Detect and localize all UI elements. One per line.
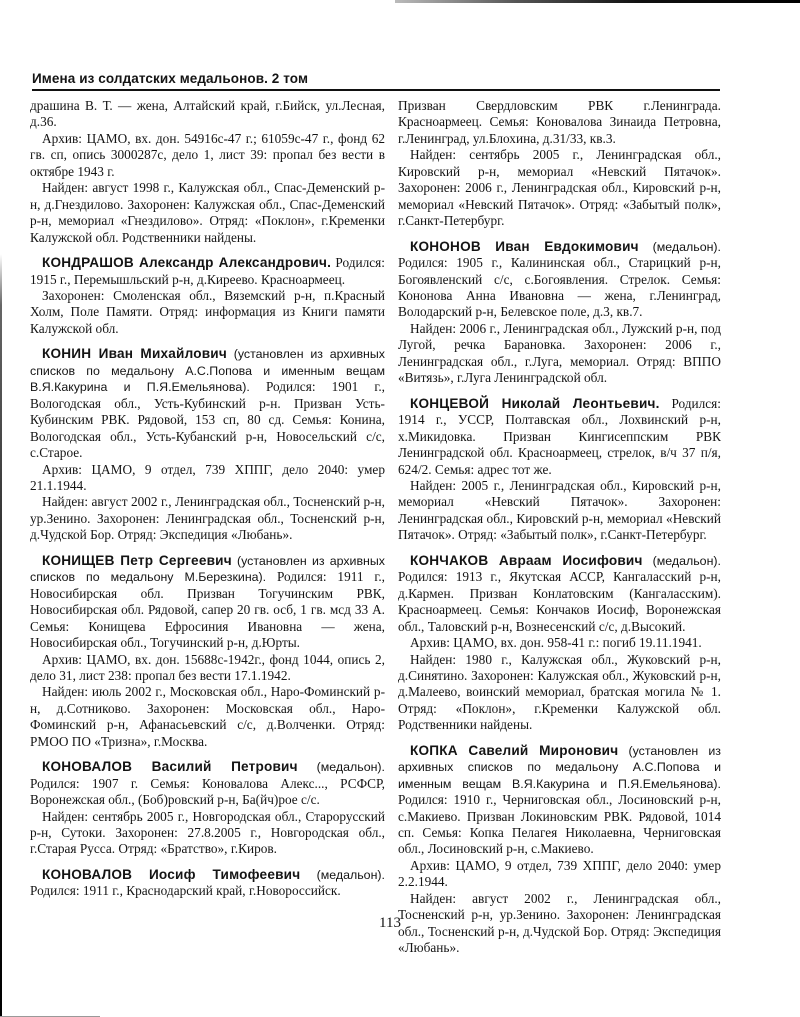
paragraph: Захоронен: Смоленская обл., Вяземский р-н, п.Красный Холм, Поле Памяти. Отряд: информация из Книги памяти Калужской обл. [30, 287, 385, 336]
entry-name: КОНОНОВ Иван Евдокимович [410, 238, 639, 254]
entry-note: (медальон). [300, 867, 385, 882]
entry-lead-text: Родился: 1901 г., Вологодская обл., Усть-Кубинский р-н. Призван Усть-Кубинским РВК. Рядовой, 153 сп, 80 сд. Семья: Конина, Вологодская обл., Усть-Кубанский р-н, Новосельский с/с, с.Старое. [30, 379, 385, 461]
entry-lead [30, 553, 385, 652]
entry-note: (медальон). [297, 760, 385, 775]
entry-lead-text: Родился: 1915 г., Перемышльский р-н, д.Киреево. Красноармеец. [30, 255, 385, 287]
entry-note: (медальон). [638, 239, 721, 254]
paragraph: Найден: сентябрь 2005 г., Новгородская обл., Старорусский р-н, Сутоки. Захоронен: 27.8.2005 г., Новгородская обл., г.Старая Русса. Отряд: «Братство», г.Киров. [30, 808, 385, 857]
entry-konchakov [398, 553, 721, 734]
entry-name: КОНОВАЛОВ Иосиф Тимофеевич [42, 866, 301, 882]
entry-lead [30, 867, 385, 900]
entry-lead-text: Родился: 1911 г., Новосибирская обл. Призван Тогучинским РВК, Новосибирская обл. Рядовой, сапер 20 гв. осб, 1 гв. мсд 33 А. Семья: Конищева Ефросиния Ивановна — жена, Новосибирская обл., Тогучинский р-н, д.Юрты. [30, 569, 385, 651]
paragraph: Найден: 2006 г., Ленинградская обл., Лужский р-н, под Лугой, речка Барановка. Захоронен: 2006 г., Ленинградская обл., г.Луга, мемориал. Отряд: ВППО «Витязь», г.Луга Ленинградской обл. [398, 320, 721, 386]
entry-kontsevoy [398, 396, 721, 544]
entry-lead-text: Родился: 1914 г., УССР, Полтавская обл., Лохвинский р-н, х.Микидовка. Призван Кингисеппским РВК Ленинградской обл. Красноармеец, стрелок, в/ч 37 п/я, 624/2. Семья: адрес тот же. [398, 395, 721, 477]
paragraph: Найден: 1980 г., Калужская обл., Жуковский р-н, д.Синятино. Захоронен: Калужская обл., Жуковский р-н, д.Малеево, воинский мемориал, братская могила № 1. Отряд: «Поклон», г.Кременки Калужской обл. Родственники найдены. [398, 651, 721, 733]
paragraph: Найден: август 2002 г., Ленинградская обл., Тосненский р-н, ур.Зенино. Захоронен: Ленинградская обл., Тосненский р-н, д.Чудской Бор. Отряд: Экспедиция «Любань». [398, 890, 721, 956]
entry-name: КОНИЩЕВ Петр Сергеевич [42, 552, 232, 568]
entry-name: КОНОВАЛОВ Василий Петрович [42, 759, 298, 775]
paragraph: Архив: ЦАМО, вх. дон. 15688с-1942г., фонд 1044, опись 2, дело 31, лист 238: пропал без вести 17.1.1942. [30, 651, 385, 683]
paragraph: Найден: август 2002 г., Ленинградская обл., Тосненский р-н, ур.Зенино. Захоронен: Ленинградская обл., Тосненский р-н, д.Чудской Бор. Отряд: Экспедиция «Любань». [30, 494, 385, 543]
page-number: 113 [379, 915, 401, 931]
scan-edge-left [0, 0, 2, 1017]
right-column [398, 98, 721, 957]
entry-lead-text: Родился: 1910 г., Черниговская обл., Лосиновский р-н, с.Макиево. Призван Локиновским РВК. Рядовой, 1014 сп. Семья: Копка Пелагея Николаевна, Черниговская обл., Лосиновский р-н, с.Макиево. [398, 792, 721, 857]
entry-note: (установлен из архивных списков по медальону А.С.Попова и именным вещам В.Я.Какурина и П.Я.Емельянова). [30, 347, 385, 395]
entry-lead [398, 553, 721, 635]
entry-name: КОНЧАКОВ Авраам Иосифович [410, 552, 643, 568]
entry-lead [30, 346, 385, 461]
entry-kononov [398, 239, 721, 387]
entry-continuation [30, 98, 385, 246]
paragraph: драшина В. Т. — жена, Алтайский край, г.Бийск, ул.Лесная, д.36. [30, 98, 385, 130]
paragraph: Найден: сентябрь 2005 г., Ленинградская обл., Кировский р-н, мемориал «Невский Пятачок». Захоронен: 2006 г., Ленинградская обл., Кировский р-н, мемориал «Невский Пятачок». Отряд: «Забытый полк», г.Санкт-Петербург. [398, 147, 721, 229]
paragraph: Архив: ЦАМО, 9 отдел, 739 ХППГ, дело 2040: умер 21.1.1944. [30, 461, 385, 493]
scan-edge-top [395, 0, 800, 3]
entry-kopka [398, 743, 721, 957]
entry-name: КОНЦЕВОЙ Николай Леонтьевич. [410, 395, 660, 411]
entry-konovalov-iosif [30, 867, 385, 900]
entry-note: (медальон). [642, 553, 721, 568]
paragraph: Призван Свердловским РВК г.Ленинграда. Красноармеец. Семья: Коновалова Зинаида Петровна, г.Ленинград, ул.Блохина, д.31/33, кв.3. [398, 98, 721, 146]
entry-continuation [398, 98, 721, 230]
paragraph: Архив: ЦАМО, 9 отдел, 739 ХППГ, дело 2040: умер 2.2.1944. [398, 857, 721, 890]
entry-lead-text: Родился: 1905 г., Калининская обл., Старицкий р-н, Богоявленский с/с, с.Богоявления. Стрелок. Семья: Кононова Анна Ивановна — жена, г.Ленинград, Володарский р-н, Белевское поле, д.3, кв.7. [398, 255, 721, 320]
entry-name: КОНДРАШОВ Александр Александрович. [42, 255, 332, 271]
paragraph: Архив: ЦАМО, вх. дон. 958-41 г.: погиб 19.11.1941. [410, 635, 702, 651]
entry-konovalov-vasily [30, 759, 385, 858]
entry-name: КОНИН Иван Михайлович [42, 346, 227, 362]
entry-lead-text: Родился: 1907 г. Семья: Коновалова Алекс..., РСФСР, Воронежская обл., (Боб)ровский р-н, Ба(йч)рое с/с. [30, 775, 385, 808]
entry-lead [398, 239, 721, 321]
entry-kondrashov [30, 255, 385, 337]
running-header: Имена из солдатских медальонов. 2 том [32, 71, 720, 91]
entry-lead [398, 743, 721, 858]
paragraph: Найден: август 1998 г., Калужская обл., Спас-Деменский р-н, д.Гнездилово. Захоронен: Калужская обл., Спас-Деменский р-н, мемориал «Гнездилово». Отряд: «Поклон», г.Кременки Калужской обл. Родственники найдены. [30, 180, 385, 245]
entry-lead-text: Родился: 1913 г., Якутская АССР, Кангаласский р-н, д.Кармен. Призван Конлатовским (Кангаласским). Красноармеец. Семья: Кончаков Иосиф, Воронежская обл., Таловский р-н, Вознесенский с/с, д.Высокий. [398, 569, 721, 634]
entry-lead [30, 255, 385, 288]
entry-konishchev [30, 553, 385, 750]
entry-konin [30, 346, 385, 543]
paragraph: Найден: 2005 г., Ленинградская обл., Кировский р-н, мемориал «Невский Пятачок». Захоронен: Ленинградская обл., Кировский р-н, мемориал «Невский Пятачок». Отряд: «Забытый полк», г.Санкт-Петербург. [398, 477, 721, 543]
entry-lead [30, 759, 385, 808]
paragraph: Архив: ЦАМО, вх. дон. 54916с-47 г.; 61059с-47 г., фонд 62 гв. сп, опись 3000287с, дело 1, лист 39: пропал без вести в октябре 1943 г. [30, 130, 385, 179]
entry-lead-text: Родился: 1911 г., Краснодарский край, г.Новороссийск. [30, 883, 341, 899]
entry-name: КОПКА Савелий Миронович [410, 742, 619, 758]
entry-note: (установлен из архивных списков по медальону А.С.Попова и именным вещам В.Я.Какурина и П.Я.Емельянова). [398, 743, 721, 791]
paragraph: Найден: июль 2002 г., Московская обл., Наро-Фоминский р-н, д.Сотниково. Захоронен: Московская обл., Наро-Фоминский р-н, Афанасьевский с/с, д.Волченки. Отряд: РМОО ПО «Тризна», г.Москва. [30, 684, 385, 749]
entry-note: (установлен из архивных списков по медальону М.Березкина). [30, 553, 385, 585]
left-column [30, 98, 385, 900]
entry-lead [398, 396, 721, 478]
